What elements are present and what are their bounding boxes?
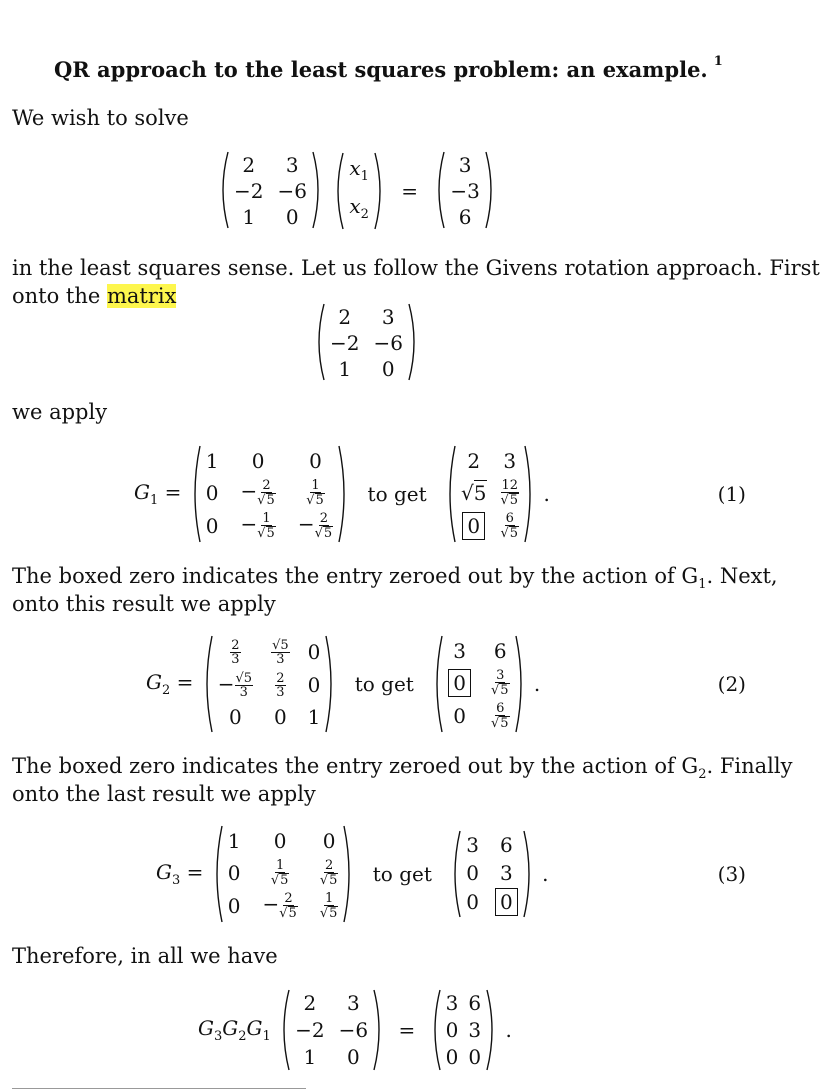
matrix-a: 2 3 −2 −6 1 0: [216, 150, 325, 232]
footnote-rule: [12, 1088, 306, 1089]
paragraph-4b: onto this result we apply: [12, 592, 276, 616]
equation-2: $G_2$ = $\frac{2}{3}$ $\frac{√5}{3}$ 0 − $\frac{√5}{3}$ $\frac{2}{3}$ 0 0 0 1 to get 3 6 0 $\frac{3}{√5}$ 0 $\frac{6}{√5}$ .: [146, 634, 540, 734]
equation-label-2: (2): [717, 672, 746, 696]
paragraph-intro: We wish to solve: [12, 106, 189, 130]
system-equation: 2 3 −2 −6 1 0 $x_1$ $x_2$ = 3 −3 6: [216, 150, 498, 232]
paragraph-6: Therefore, in all we have: [12, 944, 278, 968]
equation-3: $G_3$ = 1 0 0 0 $\frac{1}{√5}$ $\frac{2}{√5}$ 0 − $\frac{2}{√5}$ $\frac{1}{√5}$ to get 3 6 0 3 0 0 .: [156, 824, 548, 924]
equation-label-1: (1): [717, 482, 746, 506]
vector-x: $x_1$ $x_2$: [331, 151, 387, 231]
paragraph-5a: The boxed zero indicates the entry zeroed out by the action of $G_2$. Finally: [12, 754, 793, 783]
paragraph-4a: The boxed zero indicates the entry zeroed out by the action of $G_1$. Next,: [12, 564, 778, 593]
paragraph-3: we apply: [12, 400, 108, 424]
vector-b: 3 −3 6: [432, 150, 497, 232]
footnote-marker: 1: [713, 54, 723, 69]
paragraph-2b: onto the matrix: [12, 284, 177, 308]
highlight-matrix: matrix: [107, 284, 177, 308]
page-title: QR approach to the least squares problem: an example. $^1$: [54, 54, 723, 82]
paragraph-5b: onto the last result we apply: [12, 782, 316, 806]
matrix-a-display: 2 3 −2 −6 1 0: [312, 302, 421, 384]
equation-1: $G_1$ = 1 0 0 0 − $\frac{2}{√5}$ $\frac{1}{√5}$ 0 − $\frac{1}{√5}$ − $\frac{2}{√5}$ to get 2 3 √5 $\frac{12}{√5}$ 0 $\frac{6}{√5}$ .: [134, 444, 550, 544]
equation-label-3: (3): [717, 862, 746, 886]
paragraph-2a: in the least squares sense. Let us follow the Givens rotation approach. First: [12, 256, 820, 280]
final-equation: $G_3G_2G_1$ 2 3 −2 −6 1 0 = 3 6 0 3 0 0 .: [198, 991, 512, 1069]
